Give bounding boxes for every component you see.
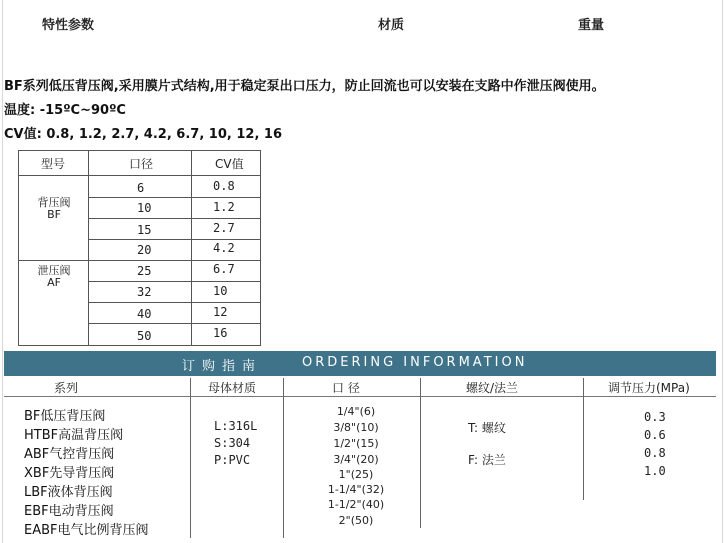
cv-cell: 2.7 <box>213 221 235 235</box>
cv-cell: 4.2 <box>213 241 235 255</box>
material-option: P:PVC <box>214 453 251 467</box>
group-relief <box>21 265 87 289</box>
size-cell: 15 <box>137 223 152 237</box>
series-item: HTBF高温背压阀 <box>24 428 124 443</box>
temperature-range: 温度: -15ºC~90ºC <box>4 103 126 118</box>
size-cell: 6 <box>137 181 145 195</box>
size-cell: 32 <box>137 285 152 299</box>
table-divider <box>19 175 260 176</box>
table-header-model: 型号 <box>41 157 66 171</box>
table-divider <box>88 281 260 282</box>
table-header-cv: CV值 <box>215 157 244 171</box>
spec-table <box>18 150 261 346</box>
ordering-header-pressure: 调节压力(MPa) <box>608 381 690 395</box>
pressure-option: 0.3 <box>644 410 666 424</box>
size-cell: 25 <box>137 264 152 278</box>
size-option: 1/4"(6) <box>336 405 376 418</box>
size-option: 1"(25) <box>338 468 374 481</box>
table-header-size: 口径 <box>129 157 154 171</box>
size-option: 3/8"(10) <box>333 421 379 434</box>
size-cell: 50 <box>137 329 152 343</box>
pressure-option: 0.6 <box>644 428 666 442</box>
size-cell: 20 <box>137 243 152 257</box>
group-name: 泄压阀 <box>37 264 71 277</box>
group-backpressure <box>21 197 87 221</box>
ordering-title-cn: 订购指南 <box>182 359 263 374</box>
ordering-header-material: 母体材质 <box>208 381 257 395</box>
table-divider <box>88 151 89 345</box>
header-weight-label: 重量 <box>578 18 605 33</box>
cv-cell: 6.7 <box>213 262 235 276</box>
group-code: AF <box>47 276 61 289</box>
table-divider <box>88 197 260 198</box>
ordering-header-series: 系列 <box>54 381 79 395</box>
table-divider <box>88 218 260 219</box>
table-divider <box>191 151 192 345</box>
group-name: 背压阀 <box>37 196 71 209</box>
material-option: S:304 <box>214 436 251 450</box>
header-material-label: 材质 <box>378 18 405 33</box>
size-option: 1-1/4"(32) <box>327 483 385 496</box>
ordering-header-size: 口 径 <box>332 381 360 395</box>
connection-option: F: 法兰 <box>468 453 506 467</box>
size-option: 3/4"(20) <box>333 453 379 466</box>
table-divider <box>88 239 260 240</box>
page-border-right <box>722 0 723 543</box>
ordering-header-connection: 螺纹/法兰 <box>466 381 519 395</box>
table-divider <box>88 302 260 303</box>
cv-cell: 12 <box>213 305 228 319</box>
pressure-option: 0.8 <box>644 446 666 460</box>
header-specs-label: 特性参数 <box>42 18 95 33</box>
material-option: L:316L <box>214 419 258 433</box>
ordering-banner <box>4 351 716 376</box>
ordering-column-divider <box>420 378 421 528</box>
size-cell: 10 <box>137 201 152 215</box>
size-option: 2"(50) <box>338 514 374 527</box>
size-option: 1/2"(15) <box>333 437 379 450</box>
series-item: EABF电气比例背压阀 <box>24 523 149 538</box>
ordering-column-divider <box>283 378 284 538</box>
page-border-left <box>2 0 3 543</box>
table-divider <box>19 260 260 261</box>
cv-cell: 16 <box>213 326 228 340</box>
size-cell: 40 <box>137 307 152 321</box>
ordering-header-divider <box>4 396 716 397</box>
table-divider <box>88 323 260 324</box>
cv-cell: 1.2 <box>213 200 235 214</box>
cv-values: CV值: 0.8, 1.2, 2.7, 4.2, 6.7, 10, 12, 16 <box>4 127 282 142</box>
pressure-option: 1.0 <box>644 464 666 478</box>
series-item: XBF先导背压阀 <box>24 466 115 481</box>
product-description: BF系列低压背压阀,采用膜片式结构,用于稳定泵出口压力，防止回流也可以安装在支路中作泄压阀使用。 <box>4 79 605 94</box>
ordering-title-en: ORDERING INFORMATION <box>302 355 528 370</box>
series-item: LBF液体背压阀 <box>24 485 113 500</box>
cv-cell: 10 <box>213 284 228 298</box>
connection-option: T: 螺纹 <box>468 421 506 435</box>
series-item: EBF电动背压阀 <box>24 504 114 519</box>
ordering-column-divider <box>190 378 191 538</box>
size-option: 1-1/2"(40) <box>327 498 385 511</box>
cv-cell: 0.8 <box>213 179 235 193</box>
series-item: BF低压背压阀 <box>24 409 106 424</box>
ordering-column-divider <box>583 378 584 500</box>
series-item: ABF气控背压阀 <box>24 447 115 462</box>
group-code: BF <box>47 208 61 221</box>
